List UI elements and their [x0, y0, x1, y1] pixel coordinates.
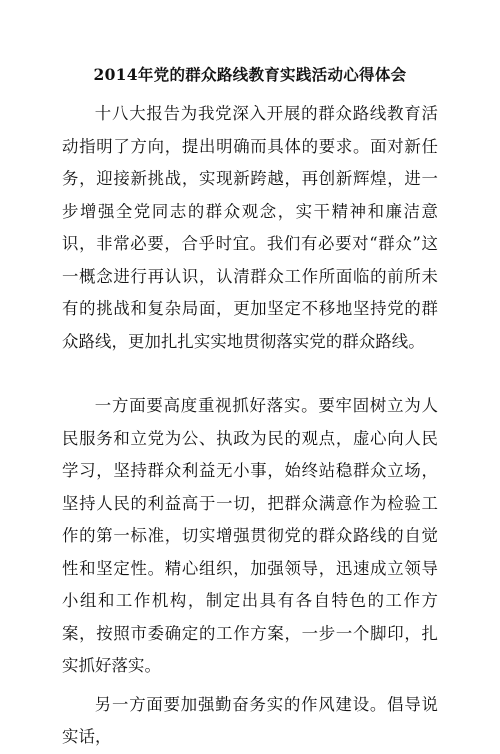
document-title: 2014年党的群众路线教育实践活动心得体会 — [93, 65, 407, 84]
paragraph-1: 十八大报告为我党深入开展的群众路线教育活动指明了方向，提出明确而具体的要求。面对新任务，迎接新挑战，实现新跨越，再创新辉煌，进一步增强全党同志的群众观念，实干精神和廉洁意识，非常必要，合乎时宜。我们有必要对“群众”这一概念进行再认识，认清群众工作所面临的前所未有的挑战和复杂局面，更加坚定不移地坚持党的群众路线，更加扎扎实实地贯彻落实党的群众路线。 — [62, 104, 438, 351]
paragraph-3: 另一方面要加强勤奋务实的作风建设。倡导说实话， — [62, 694, 438, 746]
paragraph-2: 一方面要高度重视抓好落实。要牢固树立为人民服务和立党为公、执政为民的观点，虚心向人民学习，坚持群众利益无小事，始终站稳群众立场，坚持人民的利益高于一切，把群众满意作为检验工作的第一标准，切实增强贯彻党的群众路线的自觉性和坚定性。精心组织，加强领导，迅速成立领导小组和工作机构，制定出具有各自特色的工作方案，按照市委确定的工作方案，一步一个脚印，扎实抓好落实。 — [62, 396, 438, 675]
